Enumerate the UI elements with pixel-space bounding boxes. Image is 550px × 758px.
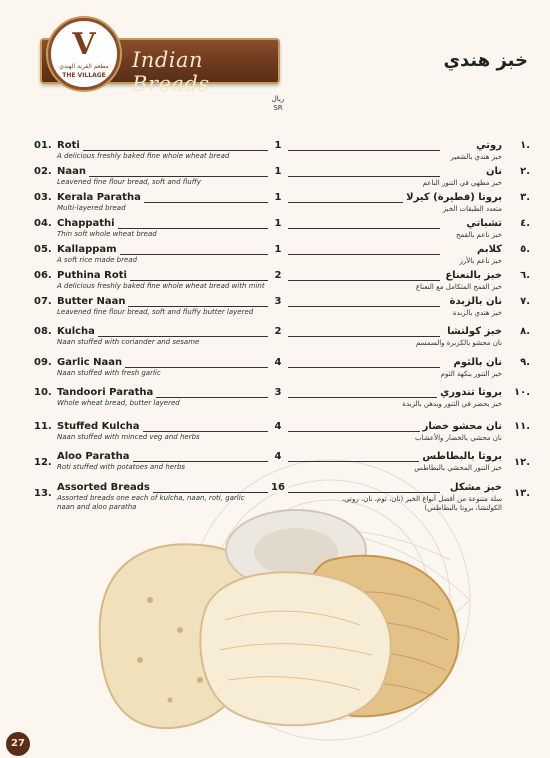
item-price: 16 [268, 482, 288, 493]
item-name: Kerala Paratha [57, 192, 144, 203]
item-price: 4 [268, 451, 288, 462]
item-name-arabic: نان بالزبدة [447, 296, 502, 307]
item-name-arabic: نان [483, 166, 502, 177]
menu-item [0, 218, 550, 246]
item-name: Aloo Paratha [57, 451, 133, 462]
item-description: Roti stuffed with potatoes and herbs [57, 463, 186, 471]
item-number: 10. [34, 387, 52, 398]
item-name: Puthina Roti [57, 270, 130, 281]
item-number: 08. [34, 326, 52, 337]
arabic-leader [288, 306, 440, 307]
item-description: A soft rice made bread [57, 256, 138, 264]
item-number-arabic: .٣ [520, 192, 530, 203]
item-number: 12. [34, 457, 52, 468]
item-number: 13. [34, 488, 52, 499]
item-description: Whole wheat bread, butter layered [57, 399, 180, 407]
arabic-leader [288, 367, 440, 368]
menu-item [0, 357, 550, 385]
item-name-arabic: خبز مشكل [447, 482, 502, 493]
item-description: Naan stuffed with coriander and sesame [57, 338, 200, 346]
arabic-leader [288, 336, 440, 337]
item-name-arabic: بروتا تندوري [437, 387, 502, 398]
item-number-arabic: .٥ [520, 244, 530, 255]
item-description-arabic: نان محشي بالخضار والأعشاب [414, 434, 502, 442]
item-description: A delicious freshly baked fine whole wheat bread [57, 152, 230, 160]
currency-english: SR [273, 104, 283, 112]
item-number-arabic: .٦ [520, 270, 530, 281]
item-price: 1 [268, 218, 288, 229]
logo-text-arabic: مطعم القرية الهندي [59, 63, 109, 70]
arabic-leader [288, 431, 440, 432]
item-number-arabic: .١١ [513, 421, 530, 432]
arabic-leader [288, 176, 440, 177]
item-number-arabic: .١٣ [513, 488, 530, 499]
item-description: Thin soft whole wheat bread [57, 230, 157, 238]
menu-item [0, 192, 550, 220]
item-number-arabic: .١٢ [513, 457, 530, 468]
page-title: Indian Breads [132, 48, 210, 96]
item-name-arabic: خبز كولتشا [444, 326, 502, 337]
item-price: 4 [268, 357, 288, 368]
item-price: 3 [268, 296, 288, 307]
item-name-arabic: كلابم [474, 244, 502, 255]
item-name: Roti [57, 140, 83, 151]
arabic-leader [288, 254, 440, 255]
item-name-arabic: تشباتي [463, 218, 502, 229]
item-description-arabic: خبز ناعم بالأرز [459, 257, 502, 265]
menu-item [0, 451, 550, 479]
logo-letter: V [72, 27, 96, 62]
menu-item [0, 387, 550, 415]
item-name-arabic: نان بالثوم [451, 357, 502, 368]
item-name: Butter Naan [57, 296, 128, 307]
item-description-arabic: خبز التنور المحشي بالبطاطس [414, 464, 502, 472]
item-name-arabic: بروتا (فطيرة) كيرلا [403, 192, 502, 203]
item-number: 01. [34, 140, 52, 151]
restaurant-logo [48, 18, 120, 90]
item-description: Leavened fine flour bread, soft and fluffy butter layered [57, 308, 254, 316]
page-number: 27 [6, 732, 30, 756]
arabic-leader [288, 228, 440, 229]
item-price: 1 [268, 140, 288, 151]
item-number-arabic: .٩ [520, 357, 530, 368]
item-name: Naan [57, 166, 89, 177]
menu-item [0, 166, 550, 194]
item-name-arabic: بروتا بالبطاطس [419, 451, 502, 462]
item-description-arabic: خبز يحضر في التنور ويدهن بالزبدة [402, 400, 502, 408]
menu-item [0, 482, 550, 518]
item-number-arabic: .٨ [520, 326, 530, 337]
item-price: 1 [268, 192, 288, 203]
item-name: Stuffed Kulcha [57, 421, 143, 432]
item-price: 4 [268, 421, 288, 432]
item-name: Kulcha [57, 326, 98, 337]
item-number: 02. [34, 166, 52, 177]
item-number: 04. [34, 218, 52, 229]
page-title-arabic: خبز هندي [443, 50, 528, 71]
menu-item [0, 296, 550, 324]
item-number-arabic: .٧ [520, 296, 530, 307]
item-price: 2 [268, 270, 288, 281]
item-number-arabic: .١٠ [513, 387, 530, 398]
menu-item [0, 421, 550, 449]
dotted-leader [60, 176, 280, 177]
item-number-arabic: .٢ [520, 166, 530, 177]
item-description-arabic: سلة متنوعة من أفضل أنواع الخبز (نان، ثوم، نان، روتي، الكولتشا، بروتا بالبطاطس) [341, 495, 502, 512]
menu-item [0, 244, 550, 272]
arabic-leader [288, 150, 440, 151]
item-description-arabic: متعدد الطبقات الخبز [442, 205, 502, 213]
item-description-arabic: خبز القمح المتكامل مع النعناع [415, 283, 502, 291]
menu-item [0, 326, 550, 354]
logo-text-english: THE VILLAGE [62, 72, 106, 79]
item-description-arabic: خبز مطهي في التنور الناعم [422, 179, 502, 187]
arabic-leader [288, 397, 440, 398]
item-description-arabic: خبز التنور بنكهة الثوم [440, 370, 502, 378]
item-description-arabic: خبز هندي بالزبدة [452, 309, 502, 317]
item-number: 03. [34, 192, 52, 203]
arabic-leader [288, 461, 440, 462]
item-name: Tandoori Paratha [57, 387, 156, 398]
item-number: 07. [34, 296, 52, 307]
item-price: 1 [268, 244, 288, 255]
item-name-arabic: خبز بالنعناع [442, 270, 502, 281]
item-name: Assorted Breads [57, 482, 153, 493]
item-description: Leavened fine flour bread, soft and fluffy [57, 178, 201, 186]
item-description-arabic: نان محشو بالكزبرة والسمسم [415, 339, 502, 347]
item-price: 3 [268, 387, 288, 398]
item-description: Multi-layered bread [57, 204, 126, 212]
item-name: Garlic Naan [57, 357, 125, 368]
item-number-arabic: .١ [520, 140, 530, 151]
item-name-arabic: روتي [473, 140, 502, 151]
item-description-arabic: خبز هندي بالشعير [450, 153, 502, 161]
item-name-arabic: نان محشو خضار [420, 421, 502, 432]
item-number: 05. [34, 244, 52, 255]
item-description: Naan stuffed with fresh garlic [57, 369, 161, 377]
arabic-leader [288, 492, 440, 493]
item-description: A delicious freshly baked fine whole wheat bread with mint [57, 282, 265, 290]
item-price: 1 [268, 166, 288, 177]
dotted-leader [60, 150, 280, 151]
item-name: Kallappam [57, 244, 120, 255]
item-name: Chappathi [57, 218, 118, 229]
item-description-arabic: خبز ناعم بالقمح [456, 231, 502, 239]
currency-arabic: ريال [271, 95, 285, 103]
item-number: 09. [34, 357, 52, 368]
item-number: 06. [34, 270, 52, 281]
menu-item [0, 270, 550, 298]
item-description: Naan stuffed with minced veg and herbs [57, 433, 200, 441]
currency-label [263, 95, 293, 113]
arabic-leader [288, 280, 440, 281]
menu-item [0, 140, 550, 168]
item-description: Assorted breads one each of kulcha, naan, roti, garlic naan and aloo paratha [57, 494, 245, 511]
item-number: 11. [34, 421, 52, 432]
item-number-arabic: .٤ [520, 218, 530, 229]
item-price: 2 [268, 326, 288, 337]
